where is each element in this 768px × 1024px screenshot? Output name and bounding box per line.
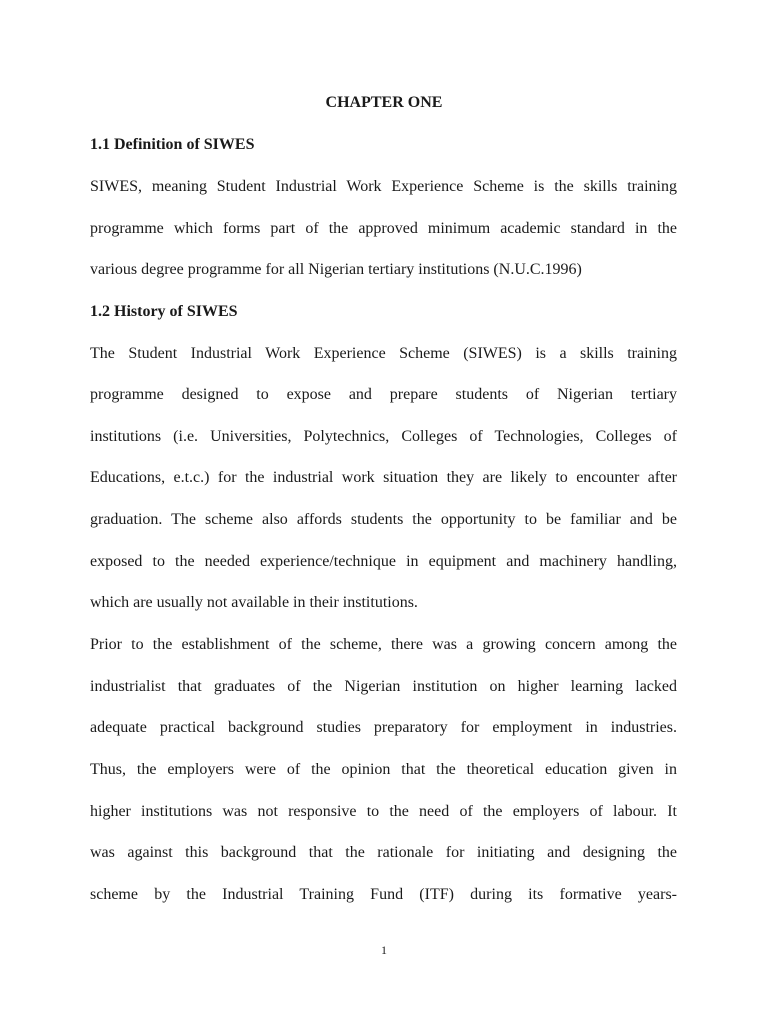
text-line: programme which forms part of the approved minimum academic standard in the <box>90 220 677 237</box>
text-line: programme designed to expose and prepare students of Nigerian tertiary <box>90 386 677 403</box>
text-line: industrialist that graduates of the Nigerian institution on higher learning lacked <box>90 678 677 695</box>
text-line: Educations, e.t.c.) for the industrial work situation they are likely to encounter after <box>90 469 677 486</box>
text-line: Thus, the employers were of the opinion that the theoretical education given in <box>90 761 677 778</box>
text-line: scheme by the Industrial Training Fund (ITF) during its formative years- <box>90 886 677 903</box>
text-line: exposed to the needed experience/technique in equipment and machinery handling, <box>90 553 677 570</box>
text-line: various degree programme for all Nigerian tertiary institutions (N.U.C.1996) <box>90 261 582 278</box>
section-heading-history: 1.2 History of SIWES <box>90 303 238 320</box>
text-line: The Student Industrial Work Experience Scheme (SIWES) is a skills training <box>90 345 677 362</box>
chapter-title: CHAPTER ONE <box>325 94 443 111</box>
section-heading-definition: 1.1 Definition of SIWES <box>90 136 255 153</box>
text-line: was against this background that the rationale for initiating and designing the <box>90 844 677 861</box>
page-number: 1 <box>381 943 387 957</box>
text-line: Prior to the establishment of the scheme, there was a growing concern among the <box>90 636 677 653</box>
text-line: institutions (i.e. Universities, Polytechnics, Colleges of Technologies, Colleges of <box>90 428 677 445</box>
text-line: which are usually not available in their institutions. <box>90 594 418 611</box>
text-line: graduation. The scheme also affords students the opportunity to be familiar and be <box>90 511 677 528</box>
text-line: SIWES, meaning Student Industrial Work Experience Scheme is the skills training <box>90 178 677 195</box>
text-line: higher institutions was not responsive to the need of the employers of labour. It <box>90 803 677 820</box>
text-line: adequate practical background studies preparatory for employment in industries. <box>90 719 677 736</box>
